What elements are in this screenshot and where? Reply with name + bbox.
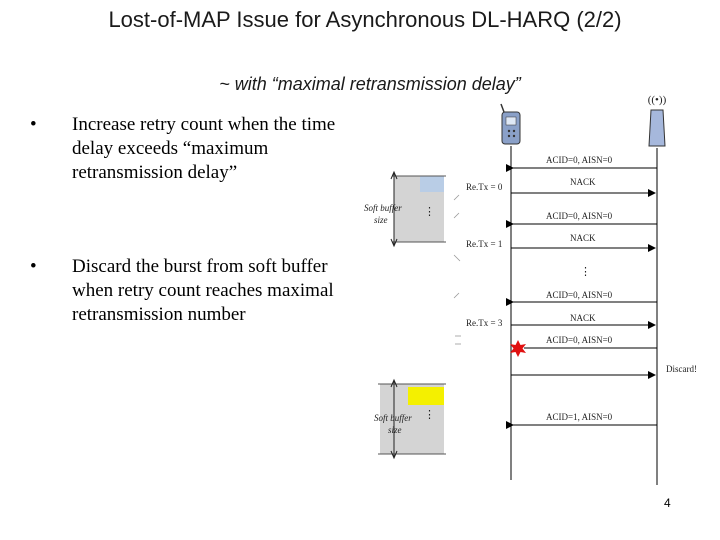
soft-buffer-top [364,172,446,246]
page-number: 4 [664,496,671,510]
retx-label: Re.Tx = 3 [466,318,503,328]
sequence-ellipsis: ⋮ [580,266,591,278]
message-label: ACID=1, AISN=0 [546,412,613,422]
base-station-icon [648,94,667,146]
slide-subtitle: ~ with “maximal retransmission delay” [219,74,521,94]
soft-buffer-bottom [374,380,446,458]
mobile-phone-icon [501,104,520,144]
buffer-highlight [420,176,444,192]
retx-label: Re.Tx = 1 [466,239,503,249]
buffer-ellipsis: ⋮ [424,206,435,218]
retx-label: Re.Tx = 0 [466,182,503,192]
buffer-ellipsis: ⋮ [424,409,435,421]
bullet-text: Increase retry count when the time delay exceeds “maximum retransmission delay” [72,114,336,183]
bullet-text: Discard the burst from soft buffer when retry count reaches maximal retransmission number [72,256,334,325]
message-label: NACK [570,313,596,323]
message-label: NACK [570,177,596,187]
lane-tick-marks [454,195,461,344]
lost-map-burst-icon [510,340,526,357]
message-label: ACID=0, AISN=0 [546,290,613,300]
slide-title: Lost-of-MAP Issue for Asynchronous DL-HARQ (2/2) [108,7,622,32]
message-label: ACID=0, AISN=0 [546,155,613,165]
soft-buffer-label: Soft buffer [374,413,412,423]
soft-buffer-label: Soft buffer [364,203,402,213]
signal-waves-icon: ((•)) [647,94,667,106]
bullet-symbol: • [30,114,37,135]
buffer-highlight [408,387,444,405]
bullet-symbol: • [30,256,37,277]
message-label: NACK [570,233,596,243]
soft-buffer-size-label: size [374,215,388,225]
message-label: ACID=0, AISN=0 [546,335,613,345]
soft-buffer-size-label: size [388,425,402,435]
message-label: ACID=0, AISN=0 [546,211,613,221]
discard-label: Discard! [666,364,697,374]
